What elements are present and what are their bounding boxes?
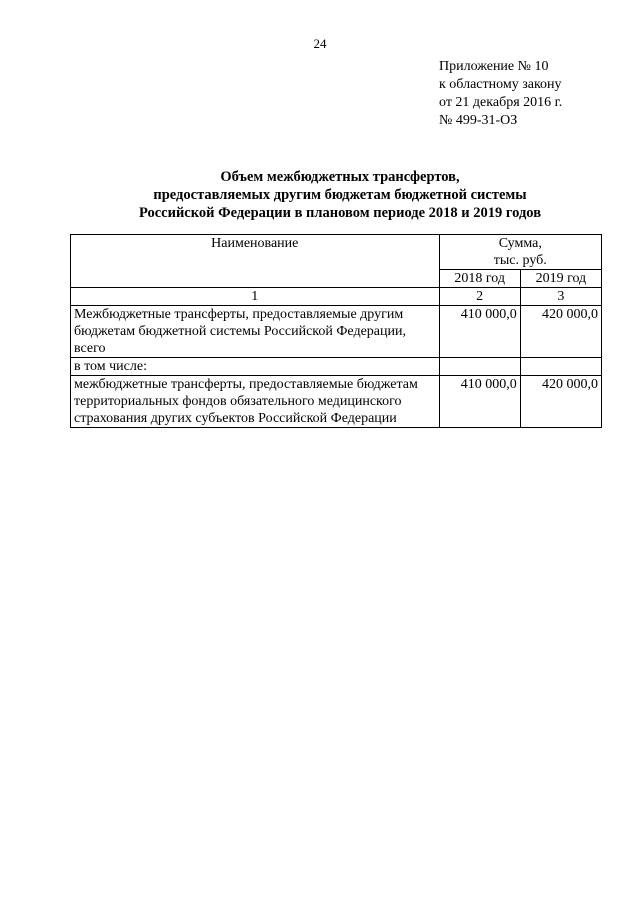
row-name: Межбюджетные трансферты, предоставляемые другим бюджетам бюджетной системы Российской Федерации, всего [71,306,440,358]
header-sum-line: тыс. руб. [493,253,547,268]
row-value-2018: 410 000,0 [439,306,520,358]
row-name: межбюджетные трансферты, предоставляемые бюджетам территориальных фондов обязательного медицинского страхования других субъектов Российской Федерации [71,376,440,428]
transfers-table [70,234,602,428]
row-value-2018 [439,358,520,376]
appendix-line: Приложение № 10 [439,59,549,74]
table-row [71,358,602,376]
table-row [71,376,602,428]
column-number-1: 1 [71,288,440,306]
row-name: в том числе: [71,358,440,376]
document-title [70,168,610,222]
row-value-2019: 420 000,0 [520,376,601,428]
table-row [71,306,602,358]
title-line: Российской Федерации в плановом периоде 2018 и 2019 годов [138,205,542,221]
column-number-2: 2 [439,288,520,306]
appendix-line: № 499-31-ОЗ [439,113,518,128]
appendix-block [439,58,562,130]
row-value-2019 [520,358,601,376]
page-number: 24 [313,36,327,51]
header-year-2019: 2019 год [520,270,601,288]
appendix-line: от 21 декабря 2016 г. [439,95,563,110]
header-name: Наименование [71,235,440,288]
appendix-line: к областному закону [439,77,562,92]
title-line: предоставляемых другим бюджетам бюджетной системы [153,187,527,203]
header-sum [439,235,601,270]
column-number-3: 3 [520,288,601,306]
title-line: Объем межбюджетных трансфертов, [220,169,460,185]
header-sum-line: Сумма, [498,236,542,251]
row-value-2018: 410 000,0 [439,376,520,428]
header-year-2018: 2018 год [439,270,520,288]
row-value-2019: 420 000,0 [520,306,601,358]
